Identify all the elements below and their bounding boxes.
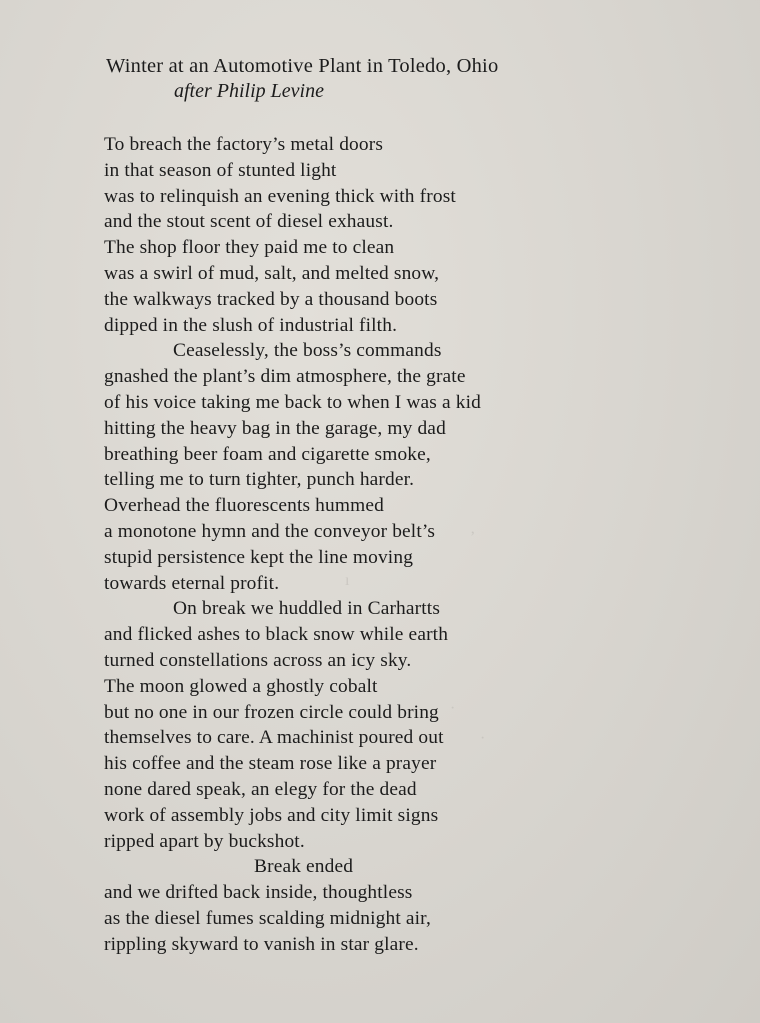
poem-line: Ceaselessly, the boss’s commands [173,340,442,362]
poem-line: ripped apart by buckshot. [104,830,305,852]
poem-line: but no one in our frozen circle could bring [104,701,439,723]
poem-line: The moon glowed a ghostly cobalt [104,675,378,697]
poem-line: work of assembly jobs and city limit signs [104,804,439,826]
poem-line: Overhead the fluorescents hummed [104,495,384,517]
poem-line: and the stout scent of diesel exhaust. [104,211,394,233]
poem-line: his coffee and the steam rose like a prayer [104,753,437,775]
poem-line: To breach the factory’s metal doors [104,134,384,155]
poem-title: Winter at an Automotive Plant in Toledo, Ohio [106,55,499,77]
poem-body [104,132,481,958]
poem-line: was to relinquish an evening thick with frost [104,185,456,207]
poem-line: and flicked ashes to black snow while earth [104,624,449,646]
show-through-mark: · [480,730,486,747]
poem-line: as the diesel fumes scalding midnight air, [104,907,432,929]
poem-line: turned constellations across an icy sky. [104,649,412,671]
poem-line: was a swirl of mud, salt, and melted snow, [104,262,440,284]
poem-line: of his voice taking me back to when I was a kid [104,391,481,413]
poem-line: gnashed the plant’s dim atmosphere, the grate [104,366,466,388]
poem-line: in that season of stunted light [104,159,337,181]
show-through-mark: ı [345,572,350,589]
poem-line: The shop floor they paid me to clean [104,237,395,259]
poem-line: telling me to turn tighter, punch harder. [104,469,415,491]
poem-line: none dared speak, an elegy for the dead [104,778,417,800]
poem-line: breathing beer foam and cigarette smoke, [104,443,431,465]
poem-line: dipped in the slush of industrial filth. [104,314,398,336]
poem-line: towards eternal profit. [104,572,280,594]
poem-line: and we drifted back inside, thoughtless [104,882,413,904]
poem-line: hitting the heavy bag in the garage, my dad [104,417,446,439]
poem-subtitle: after Philip Levine [174,80,324,102]
poem-line: the walkways tracked by a thousand boots [104,288,438,310]
poem-line: Break ended [254,856,354,878]
poem-line: rippling skyward to vanish in star glare. [104,933,419,955]
poem-line: On break we huddled in Carhartts [173,598,441,620]
show-through-mark: · [450,700,456,717]
show-through-mark: ‚ [470,520,476,537]
poem-line: a monotone hymn and the conveyor belt’s [104,520,436,542]
poem-line: themselves to care. A machinist poured out [104,727,444,749]
poem-line: stupid persistence kept the line moving [104,546,414,568]
